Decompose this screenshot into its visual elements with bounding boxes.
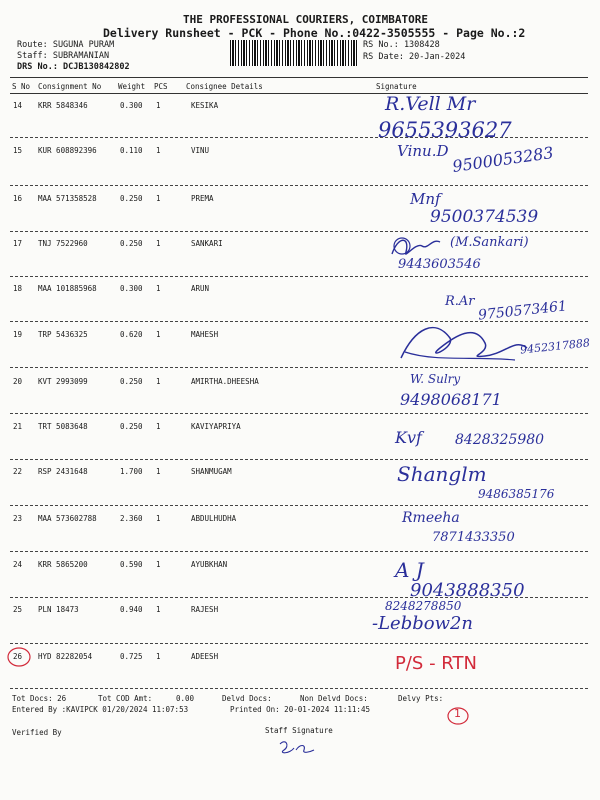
row-consignment: KUR 608892396 [38, 146, 97, 155]
row-consignee: RAJESH [191, 605, 219, 614]
delivery-points: Delvy Pts: [398, 694, 444, 703]
row-consignment: TRP 5436325 [38, 330, 88, 339]
row-sno: 22 [13, 467, 23, 476]
signature-scribble [395, 318, 535, 368]
row-sno: 25 [13, 605, 23, 614]
row-consignee: PREMA [191, 194, 214, 203]
row-consignment: MAA 101885968 [38, 284, 97, 293]
row-weight: 2.360 [120, 514, 143, 523]
row-weight: 0.250 [120, 422, 143, 431]
entered-by: Entered By :KAVIPCK 01/20/2024 11:07:53 [12, 705, 189, 714]
signature-phone: 9043888350 [410, 580, 525, 601]
signature-phone: 8248278850 [385, 599, 462, 613]
row-divider [10, 459, 588, 460]
row-consignment: MAA 571358528 [38, 194, 97, 203]
row-consignee: KAVIYAPRIYA [191, 422, 241, 431]
row-weight: 1.700 [120, 467, 143, 476]
row-consignment: RSP 2431648 [38, 467, 88, 476]
row-consignee: AMIRTHA.DHEESHA [191, 377, 259, 386]
row-weight: 0.300 [120, 284, 143, 293]
row-sno: 19 [13, 330, 23, 339]
row-consignee: VINU [191, 146, 210, 155]
signature-phone: 9443603546 [398, 257, 481, 272]
row-consignment: KRR 5865200 [38, 560, 88, 569]
row-consignment: KVT 2993099 [38, 377, 88, 386]
staff-signature [276, 738, 316, 758]
signature-phone: 9655393627 [378, 118, 512, 142]
drs-number: DRS No.: DCJB130842802 [17, 62, 130, 72]
row-consignee: AYUBKHAN [191, 560, 228, 569]
row-pcs: 1 [156, 330, 161, 339]
row-pcs: 1 [156, 146, 161, 155]
row-divider [10, 367, 588, 368]
col-consignee: Consignee Details [186, 82, 263, 91]
row-weight: 0.110 [120, 146, 143, 155]
row-consignment: TRT 5083648 [38, 422, 88, 431]
row-consignee: ARUN [191, 284, 210, 293]
signature-phone: 9500374539 [430, 207, 539, 227]
non-delivered-docs: Non Delvd Docs: [300, 694, 368, 703]
runsheet-subtitle: Delivery Runsheet - PCK - Phone No.:0422-3505555 - Page No.:2 [103, 26, 526, 40]
signature-phone: 9498068171 [400, 390, 502, 409]
row-consignment: MAA 573602788 [38, 514, 97, 523]
row-pcs: 1 [156, 605, 161, 614]
header-top-rule [10, 77, 588, 78]
total-cod-label: Tot COD Amt: [98, 694, 153, 703]
row-pcs: 1 [156, 422, 161, 431]
col-sno: S No [12, 82, 31, 91]
row-weight: 0.250 [120, 194, 143, 203]
signature-phone: 9452317888 [519, 336, 591, 357]
row-sno: 26 [13, 652, 23, 661]
row-consignee: MAHESH [191, 330, 219, 339]
row-consignment: HYD 82282054 [38, 652, 93, 661]
return-remark: P/S - RTN [395, 653, 477, 674]
delivered-docs: Delvd Docs: [222, 694, 272, 703]
rs-number: RS No.: 1308428 [363, 40, 440, 50]
row-divider [10, 276, 588, 277]
signature-name: R.Vell Mr [385, 93, 476, 115]
row-consignment: TNJ 7522960 [38, 239, 88, 248]
col-weight: Weight [118, 82, 146, 91]
row-sno: 14 [13, 101, 23, 110]
signature-phone: 9500053283 [451, 143, 555, 176]
row-weight: 0.250 [120, 377, 143, 386]
col-signature: Signature [376, 82, 417, 91]
row-consignment: KRR 5848346 [38, 101, 88, 110]
row-pcs: 1 [156, 467, 161, 476]
signature-name: R.Ar [445, 294, 475, 309]
row-sno: 16 [13, 194, 23, 203]
row-weight: 0.300 [120, 101, 143, 110]
row-weight: 0.590 [120, 560, 143, 569]
rs-date: RS Date: 20-Jan-2024 [363, 52, 466, 62]
row-sno: 17 [13, 239, 23, 248]
row-divider [10, 597, 588, 598]
row-consignee: KESIKA [191, 101, 219, 110]
signature-name: A J [395, 558, 424, 582]
row-pcs: 1 [156, 377, 161, 386]
verified-by: Verified By [12, 728, 62, 737]
delivery-points-value: 1 [454, 707, 461, 720]
row-sno: 15 [13, 146, 23, 155]
signature-name: W. Sulry [410, 372, 461, 386]
row-consignment: PLN 18473 [38, 605, 79, 614]
row-divider [10, 413, 588, 414]
col-consignment: Consignment No [38, 82, 102, 91]
row-weight: 0.940 [120, 605, 143, 614]
row-divider [10, 688, 588, 689]
total-docs: Tot Docs: 26 [12, 694, 67, 703]
row-divider [10, 551, 588, 552]
signature-phone: 9750573461 [477, 298, 568, 324]
col-pcs: PCS [154, 82, 168, 91]
total-cod-value: 0.00 [176, 694, 195, 703]
row-pcs: 1 [156, 239, 161, 248]
signature-phone: 8428325980 [455, 432, 545, 448]
row-weight: 0.250 [120, 239, 143, 248]
signature-name: (M.Sankari) [450, 235, 529, 250]
signature-name: -Lebbow2n [372, 613, 474, 634]
row-consignee: SANKARI [191, 239, 223, 248]
barcode [230, 40, 358, 66]
row-consignee: ABDULHUDHA [191, 514, 237, 523]
signature-name: Mnf [410, 190, 441, 208]
row-divider [10, 643, 588, 644]
printed-on: Printed On: 20-01-2024 11:11:45 [230, 705, 370, 714]
signature-name: Rmeeha [402, 510, 460, 526]
row-sno: 23 [13, 514, 23, 523]
staff-signature-label: Staff Signature [265, 726, 333, 735]
header-bottom-rule [10, 93, 588, 94]
row-pcs: 1 [156, 101, 161, 110]
signature-phone: 7871433350 [432, 530, 515, 545]
signature-name: Shanglm [397, 462, 487, 486]
row-sno: 20 [13, 377, 23, 386]
row-weight: 0.620 [120, 330, 143, 339]
row-sno: 18 [13, 284, 23, 293]
row-pcs: 1 [156, 560, 161, 569]
row-consignee: ADEESH [191, 652, 219, 661]
row-divider [10, 185, 588, 186]
route-label: Route: SUGUNA PURAM [17, 40, 115, 50]
row-divider [10, 505, 588, 506]
row-divider [10, 137, 588, 138]
signature-name: Kvf [395, 428, 422, 447]
row-sno: 21 [13, 422, 23, 431]
signature-phone: 9486385176 [478, 487, 555, 501]
company-title: THE PROFESSIONAL COURIERS, COIMBATORE [183, 13, 429, 26]
row-pcs: 1 [156, 514, 161, 523]
row-sno: 24 [13, 560, 23, 569]
row-divider [10, 231, 588, 232]
row-pcs: 1 [156, 194, 161, 203]
row-pcs: 1 [156, 284, 161, 293]
row-weight: 0.725 [120, 652, 143, 661]
staff-label: Staff: SUBRAMANIAN [17, 51, 110, 61]
row-pcs: 1 [156, 652, 161, 661]
row-consignee: SHANMUGAM [191, 467, 232, 476]
signature-name: Vinu.D [397, 142, 449, 160]
